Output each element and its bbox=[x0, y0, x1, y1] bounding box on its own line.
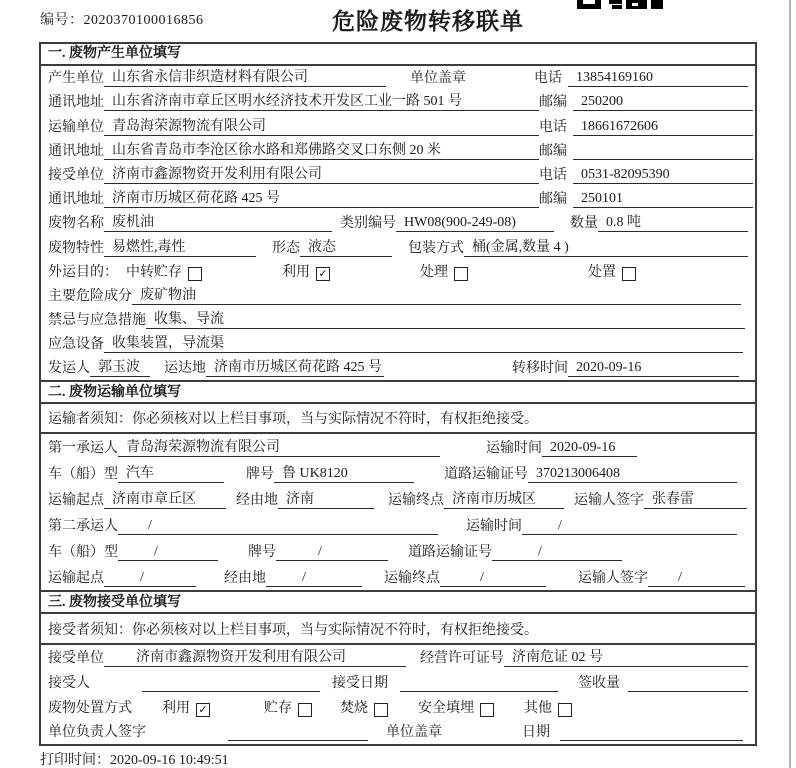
disposal-storage-label: 贮存 bbox=[264, 700, 292, 716]
transporter-address-label: 通讯地址 bbox=[48, 143, 104, 159]
destination-value: 济南市历城区荷花路 425 号 bbox=[206, 356, 384, 377]
purpose-use-checkbox: ✓ bbox=[316, 267, 330, 281]
disposal-landfill-label: 安全填埋 bbox=[418, 700, 474, 716]
quantity-label: 数量 bbox=[570, 216, 598, 232]
plate1-value: 鲁 UK8120 bbox=[274, 462, 414, 483]
print-time-label: 打印时间： bbox=[40, 753, 110, 768]
receiver-zip-value: 250101 bbox=[573, 191, 753, 208]
producer-value: 山东省永信非织造材料有限公司 bbox=[104, 66, 386, 87]
acceptor-row bbox=[41, 670, 755, 695]
page-title: 危险废物转移联单 bbox=[332, 9, 524, 34]
road-license1-label: 道路运输证号 bbox=[444, 467, 528, 483]
waste-character-row bbox=[41, 235, 755, 259]
transport-time1-label: 运输时间 bbox=[486, 441, 542, 457]
second-carrier-value: / bbox=[118, 518, 438, 535]
permit-value: 济南危证 02 号 bbox=[504, 646, 748, 667]
producer-address-value: 山东省济南市章丘区明水经济技术开发区工业一路 501 号 bbox=[104, 90, 539, 111]
transporter-label: 运输单位 bbox=[48, 119, 104, 135]
receiver-zip-label: 邮编 bbox=[539, 192, 567, 208]
accept-unit-value: 济南市鑫源物资开发利用有限公司 bbox=[104, 646, 406, 667]
permit-label: 经营许可证号 bbox=[420, 651, 504, 667]
print-time-line bbox=[40, 749, 229, 768]
receiver-address-label: 通讯地址 bbox=[48, 192, 104, 208]
receiver-value: 济南市鑫源物资开发利用有限公司 bbox=[104, 163, 539, 184]
plate2-label: 牌号 bbox=[248, 545, 276, 561]
sign2-label: 运输人签字 bbox=[578, 571, 648, 587]
accept-unit-row bbox=[41, 645, 755, 670]
disposal-incineration-label: 焚烧 bbox=[340, 700, 368, 716]
receiver-row bbox=[41, 163, 755, 187]
manager-sign-value bbox=[228, 740, 368, 741]
purpose-use-label: 利用 bbox=[282, 264, 310, 280]
waste-name-value: 废机油 bbox=[104, 211, 332, 232]
sign1-label: 运输人签字 bbox=[574, 493, 644, 509]
waste-name-label: 废物名称 bbox=[48, 216, 104, 232]
taboo-label: 禁忌与应急措施 bbox=[48, 313, 146, 329]
consignor-label: 发运人 bbox=[48, 361, 90, 377]
equipment-row bbox=[41, 332, 755, 356]
disposal-use-label: 利用 bbox=[162, 700, 190, 716]
transport-time2-value: / bbox=[522, 518, 737, 535]
disposal-label: 废物处置方式 bbox=[48, 700, 132, 716]
first-carrier-label: 第一承运人 bbox=[48, 441, 118, 457]
transporter-address-value: 山东省青岛市李沧区徐水路和郑佛路交叉口东侧 20 米 bbox=[104, 139, 539, 160]
route1-row bbox=[41, 486, 755, 512]
main-hazard-row bbox=[41, 284, 755, 308]
purpose-row bbox=[41, 260, 755, 284]
producer-address-row bbox=[41, 90, 755, 114]
disposal-storage-checkbox bbox=[298, 703, 312, 717]
manager-sign-label: 单位负责人签字 bbox=[48, 725, 146, 741]
signed-amount-value bbox=[628, 691, 748, 692]
purpose-treatment-label: 处理 bbox=[420, 264, 448, 280]
purpose-label: 外运目的： bbox=[48, 264, 118, 280]
date-value bbox=[560, 740, 743, 741]
disposal-other-checkbox bbox=[558, 703, 572, 717]
producer-address-label: 通讯地址 bbox=[48, 95, 104, 111]
receiver-address-row bbox=[41, 187, 755, 211]
vehicle-type1-label: 车（船）型 bbox=[48, 467, 118, 483]
purpose-disposal-checkbox bbox=[622, 267, 636, 281]
purpose-storage-checkbox bbox=[188, 267, 202, 281]
vehicle-type2-label: 车（船）型 bbox=[48, 545, 118, 561]
taboo-row bbox=[41, 308, 755, 332]
end2-label: 运输终点 bbox=[384, 571, 440, 587]
sign1-value: 张春雷 bbox=[644, 488, 747, 509]
transporter-address-row bbox=[41, 139, 755, 163]
unit-seal-label: 单位盖章 bbox=[410, 71, 466, 87]
main-hazard-label: 主要危险成分 bbox=[48, 288, 132, 304]
transporter-notice: 运输者须知：你必须核对以上栏目事项，当与实际情况不符时，有权拒绝接受。 bbox=[41, 404, 755, 434]
end2-value: / bbox=[440, 570, 546, 587]
disposal-row bbox=[41, 695, 755, 720]
transporter-phone-value: 18661672606 bbox=[573, 119, 753, 136]
first-carrier-row bbox=[41, 434, 755, 460]
page-edge-line bbox=[789, 0, 791, 768]
consignor-row bbox=[41, 356, 755, 380]
disposal-incineration-checkbox bbox=[374, 703, 388, 717]
purpose-treatment-checkbox bbox=[454, 267, 468, 281]
consignor-value: 郭玉波 bbox=[90, 356, 150, 377]
main-hazard-value: 废矿物油 bbox=[132, 284, 741, 305]
disposal-landfill-checkbox bbox=[480, 703, 494, 717]
acceptor-label: 接受人 bbox=[48, 675, 90, 691]
waste-name-row bbox=[41, 211, 755, 235]
transfer-date-value: 2020-09-16 bbox=[568, 360, 739, 377]
transporter-phone-label: 电话 bbox=[539, 119, 567, 135]
receiver-phone-label: 电话 bbox=[539, 167, 567, 183]
print-time-value: 2020-09-16 10:49:51 bbox=[110, 753, 229, 768]
waste-character-value: 易燃性,毒性 bbox=[104, 236, 256, 257]
disposal-use-checkbox: ✓ bbox=[196, 703, 210, 717]
first-carrier-value: 青岛海荣源物流有限公司 bbox=[118, 436, 440, 457]
category-code-label: 类别编号 bbox=[340, 216, 396, 232]
end1-value: 济南市历城区 bbox=[444, 488, 564, 509]
origin1-value: 济南市章丘区 bbox=[104, 488, 226, 509]
transporter-row bbox=[41, 114, 755, 138]
transporter-value: 青岛海荣源物流有限公司 bbox=[104, 115, 539, 136]
equipment-value: 收集装置，导流渠 bbox=[104, 332, 743, 353]
packing-label: 包装方式 bbox=[408, 240, 464, 256]
road-license1-value: 370213006408 bbox=[528, 466, 737, 483]
manager-sign-row bbox=[41, 720, 755, 745]
producer-label: 产生单位 bbox=[48, 71, 104, 87]
via2-label: 经由地 bbox=[224, 571, 266, 587]
receiver-phone-value: 0531-82095390 bbox=[573, 167, 753, 184]
transfer-date-label: 转移时间 bbox=[512, 361, 568, 377]
via1-label: 经由地 bbox=[236, 493, 278, 509]
date-label: 日期 bbox=[522, 725, 550, 741]
road-license2-label: 道路运输证号 bbox=[408, 545, 492, 561]
origin2-label: 运输起点 bbox=[48, 571, 104, 587]
vehicle-type1-value: 汽车 bbox=[118, 462, 224, 483]
route2-row bbox=[41, 564, 755, 590]
accept-date-label: 接受日期 bbox=[332, 675, 388, 691]
vehicle-type2-value: / bbox=[118, 544, 218, 561]
section1-header: 一. 废物产生单位填写 bbox=[41, 44, 755, 66]
unit-seal2-label: 单位盖章 bbox=[386, 725, 442, 741]
physical-form-value: 液态 bbox=[300, 236, 392, 257]
quantity-value: 0.8 吨 bbox=[598, 211, 748, 232]
vehicle2-row bbox=[41, 538, 755, 564]
transporter-zip-label: 邮编 bbox=[539, 143, 567, 159]
accept-unit-label: 接受单位 bbox=[48, 651, 104, 667]
acceptor-value bbox=[142, 691, 320, 692]
producer-phone-label: 电话 bbox=[534, 71, 562, 87]
transport-time2-label: 运输时间 bbox=[466, 519, 522, 535]
packing-value: 桶(金属,数量 4 ) bbox=[464, 236, 748, 257]
disposal-other-label: 其他 bbox=[524, 700, 552, 716]
receiver-address-value: 济南市历城区荷花路 425 号 bbox=[104, 187, 539, 208]
second-carrier-row bbox=[41, 512, 755, 538]
transporter-zip-value bbox=[573, 159, 753, 160]
origin2-value: / bbox=[104, 570, 196, 587]
serial-label: 编号： bbox=[40, 13, 84, 28]
purpose-storage-label: 中转贮存 bbox=[126, 264, 182, 280]
receiver-notice: 接受者须知：你必须核对以上栏目事项，当与实际情况不符时，有权拒绝接受。 bbox=[41, 614, 755, 645]
manifest-form bbox=[39, 42, 757, 746]
producer-zip-value: 250200 bbox=[573, 94, 753, 111]
receiver-label: 接受单位 bbox=[48, 167, 104, 183]
qr-code-fragment bbox=[575, 0, 670, 11]
producer-phone-value: 13854169160 bbox=[568, 70, 748, 87]
transport-time1-value: 2020-09-16 bbox=[542, 440, 637, 457]
origin1-label: 运输起点 bbox=[48, 493, 104, 509]
second-carrier-label: 第二承运人 bbox=[48, 519, 118, 535]
serial-value: 2020370100016856 bbox=[83, 13, 204, 28]
plate1-label: 牌号 bbox=[246, 467, 274, 483]
plate2-value: / bbox=[276, 544, 388, 561]
sign2-value: / bbox=[648, 570, 745, 587]
destination-label: 运达地 bbox=[164, 361, 206, 377]
category-code-value: HW08(900-249-08) bbox=[396, 215, 554, 232]
purpose-disposal-label: 处置 bbox=[588, 264, 616, 280]
end1-label: 运输终点 bbox=[388, 493, 444, 509]
vehicle1-row bbox=[41, 460, 755, 486]
equipment-label: 应急设备 bbox=[48, 337, 104, 353]
producer-row bbox=[41, 66, 755, 90]
serial-number-line bbox=[40, 9, 204, 29]
via2-value: / bbox=[266, 570, 362, 587]
via1-value: 济南 bbox=[278, 488, 374, 509]
taboo-value: 收集、导流 bbox=[146, 308, 745, 329]
physical-form-label: 形态 bbox=[272, 240, 300, 256]
waste-character-label: 废物特性 bbox=[48, 240, 104, 256]
section2-header: 二. 废物运输单位填写 bbox=[41, 380, 755, 404]
producer-zip-label: 邮编 bbox=[539, 95, 567, 111]
section3-header: 三. 废物接受单位填写 bbox=[41, 590, 755, 614]
accept-date-value bbox=[400, 691, 558, 692]
road-license2-value: / bbox=[492, 544, 622, 561]
signed-amount-label: 签收量 bbox=[578, 675, 620, 691]
